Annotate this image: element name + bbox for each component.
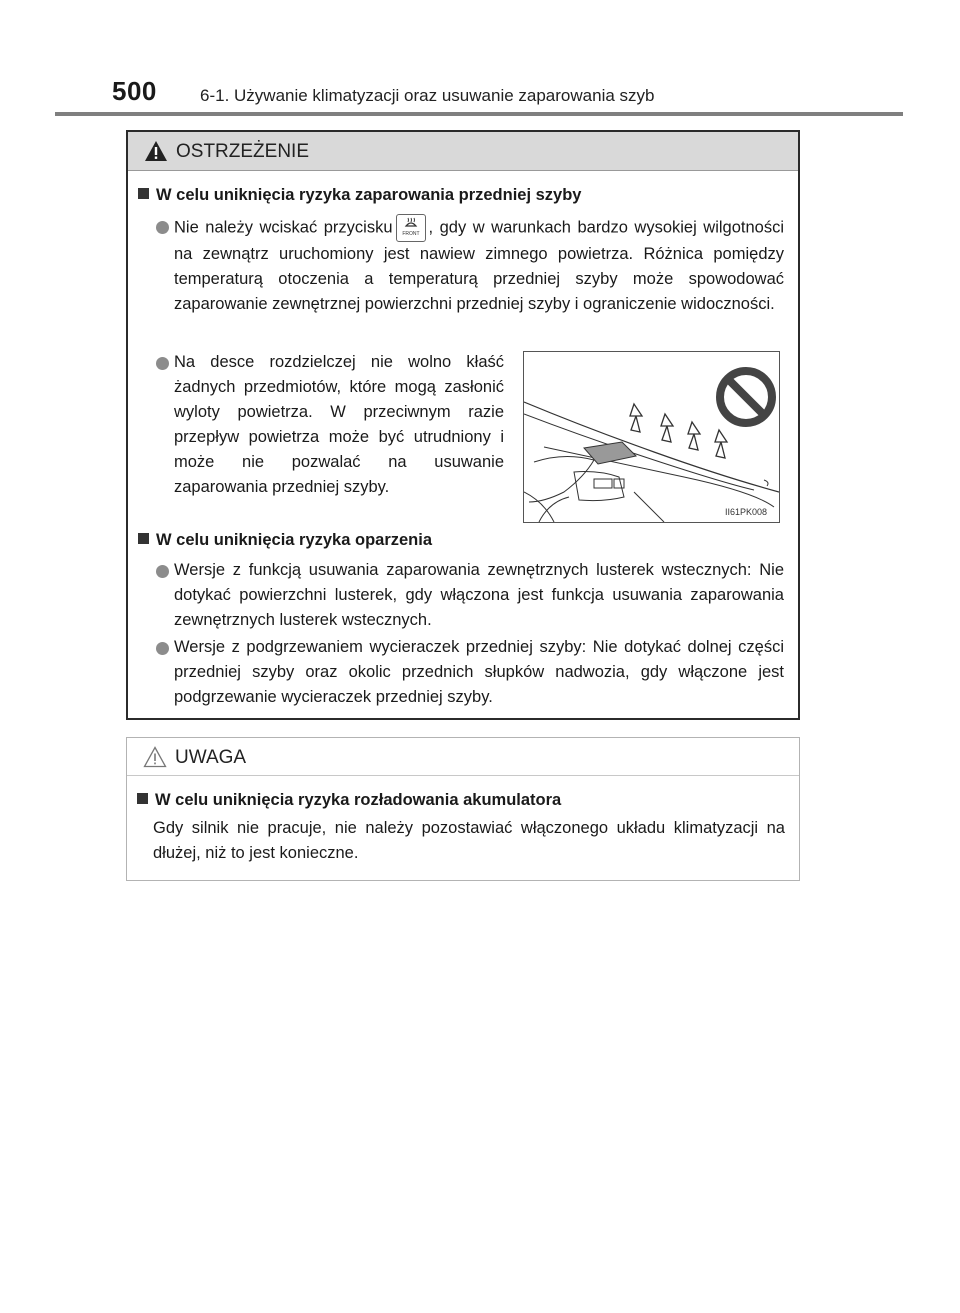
warning-header	[128, 132, 798, 171]
dashboard-illustration	[523, 351, 780, 523]
page-header	[0, 0, 960, 116]
list-item: Wersje z podgrzewaniem wycieraczek przedniej szyby: Nie dotykać dolnej części przedniej szyby oraz okolic przednich słupków nadwozia, gdy włączone jest podgrzewanie wycieraczek przedniej szyby.	[174, 638, 784, 706]
figure-code: II61PK008	[724, 507, 767, 517]
list-item: Na desce rozdzielczej nie wolno kłaść żadnych przedmiotów, które mogą zasłonić wyloty powietrza. W przeciwnym razie przepływ powietrza może być utrudniony i może nie pozwalać na usuwanie zaparowania przedniej szyby.	[174, 353, 504, 496]
list-item: Wersje z funkcją usuwania zaparowania zewnętrznych lusterek wstecznych: Nie dotykać powierzchni lusterek, gdy włączona jest funkcja usuwania zaparowania zewnętrznych lusterek wstecznych.	[174, 561, 784, 629]
caution-box	[126, 737, 800, 881]
section-title-fogging: W celu uniknięcia ryzyka zaparowania przedniej szyby	[138, 184, 582, 206]
warning-box	[126, 130, 800, 720]
bullet-icon	[156, 221, 169, 234]
page-number: 500	[112, 76, 157, 106]
section-title-burns: W celu uniknięcia ryzyka oparzenia	[138, 529, 432, 551]
warning-title: OSTRZEŻENIE	[176, 141, 310, 162]
caution-header	[127, 738, 799, 776]
header-rule	[55, 112, 903, 116]
caution-text: Gdy silnik nie pracuje, nie należy pozostawiać włączonego układu klimatyzacji na dłużej, niż to jest konieczne.	[153, 819, 785, 862]
bullet-icon	[156, 642, 169, 655]
list-item: Nie należy wciskać przycisku FRONT , gdy w warunkach bardzo wysokiej wilgotności na zewnątrz uruchomiony jest nawiew zimnego powietrza. Różnica pomiędzy temperaturą otoczenia a temperaturą przedniej szyby może spowodować zaparowanie zewnętrznej powierzchni przedniej szyby i ograniczenie widoczności.	[174, 214, 784, 317]
bullet-icon	[156, 565, 169, 578]
bullet-icon	[156, 357, 169, 370]
caution-triangle-icon	[143, 746, 167, 768]
warning-triangle-icon	[144, 140, 168, 162]
square-bullet-icon	[138, 188, 149, 199]
section-title-battery: W celu uniknięcia ryzyka rozładowania akumulatora	[137, 789, 561, 811]
front-defroster-button-icon	[396, 214, 426, 242]
square-bullet-icon	[137, 793, 148, 804]
square-bullet-icon	[138, 533, 149, 544]
chapter-title: 6-1. Używanie klimatyzacji oraz usuwanie zaparowania szyb	[200, 86, 655, 105]
caution-title: UWAGA	[175, 747, 247, 768]
prohibition-icon	[720, 371, 772, 423]
dashboard-drawing	[524, 352, 779, 522]
svg-text:FRONT: FRONT	[401, 231, 420, 237]
